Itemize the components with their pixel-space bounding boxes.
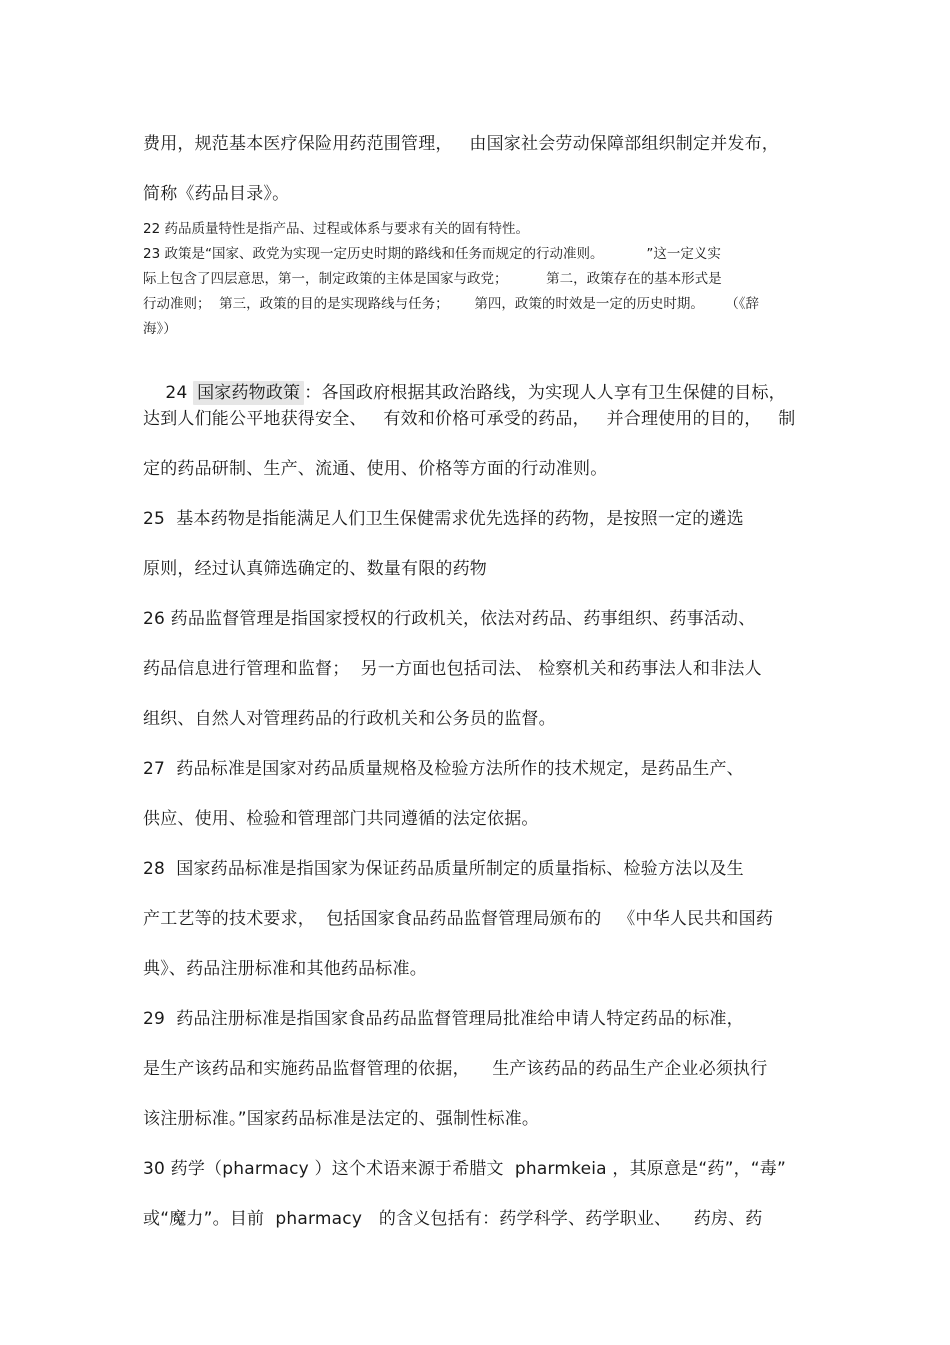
text-line: 简称《药品目录》。 [143, 184, 290, 204]
text-line: 22 药品质量特性是指产品、过程或体系与要求有关的固有特性。 [143, 221, 529, 237]
text-line: 该注册标准。”国家药品标准是法定的、强制性标准。 [143, 1109, 540, 1129]
text-line: 海》） [143, 321, 177, 337]
definition-text: ：各国政府根据其政治路线，为实现人人享有卫生保健的目标， [304, 383, 786, 403]
text-line: 27 药品标准是国家对药品质量规格及检验方法所作的技术规定，是药品生产、 [143, 759, 744, 779]
text-line: 药品信息进行管理和监督； 另一方面也包括司法、 检察机关和药事法人和非法人 [143, 659, 762, 679]
text-line: 际上包含了四层意思，第一，制定政策的主体是国家与政党； 第二，政策存在的基本形式是 [143, 271, 722, 287]
text-line: 23 政策是“国家、政党为实现一定历史时期的路线和任务而规定的行动准则。 ”这一定义实 [143, 246, 721, 262]
text-line: 达到人们能公平地获得安全、 有效和价格可承受的药品， 并合理使用的目的， 制 [143, 409, 796, 429]
item-number: 24 [165, 383, 194, 403]
text-line: 29 药品注册标准是指国家食品药品监督管理局批准给申请人特定药品的标准， [143, 1009, 744, 1029]
text-line: 25 基本药物是指能满足人们卫生保健需求优先选择的药物，是按照一定的遴选 [143, 509, 744, 529]
text-line: 典》、药品注册标准和其他药品标准。 [143, 959, 427, 979]
text-line: 组织、自然人对管理药品的行政机关和公务员的监督。 [143, 709, 556, 729]
text-line: 费用，规范基本医疗保险用药范围管理， 由国家社会劳动保障部组织制定并发布， [143, 134, 780, 154]
text-line: 供应、使用、检验和管理部门共同遵循的法定依据。 [143, 809, 539, 829]
text-line: 28 国家药品标准是指国家为保证药品质量所制定的质量指标、检验方法以及生 [143, 859, 744, 879]
text-line: 26 药品监督管理是指国家授权的行政机关，依法对药品、药事组织、药事活动、 [143, 609, 756, 629]
highlighted-term: 国家药物政策 [193, 381, 304, 405]
text-line: 是生产该药品和实施药品监督管理的依据， 生产该药品的药品生产企业必须执行 [143, 1059, 768, 1079]
text-line: 或“魔力”。目前 pharmacy 的含义包括有：药学科学、药学职业、 药房、药 [143, 1209, 763, 1229]
text-line: 定的药品研制、生产、流通、使用、价格等方面的行动准则。 [143, 459, 608, 479]
text-line: 30 药学（pharmacy ）这个术语来源于希腊文 pharmkeia ，其原意是“药”，“毒” [143, 1159, 787, 1179]
text-line: 行动准则； 第三，政策的目的是实现路线与任务； 第四，政策的时效是一定的历史时期。 （《辞 [143, 296, 760, 312]
text-line: 产工艺等的技术要求， 包括国家食品药品监督管理局颁布的 《中华人民共和国药 [143, 909, 774, 929]
text-line: 原则，经过认真筛选确定的、数量有限的药物 [143, 559, 487, 579]
